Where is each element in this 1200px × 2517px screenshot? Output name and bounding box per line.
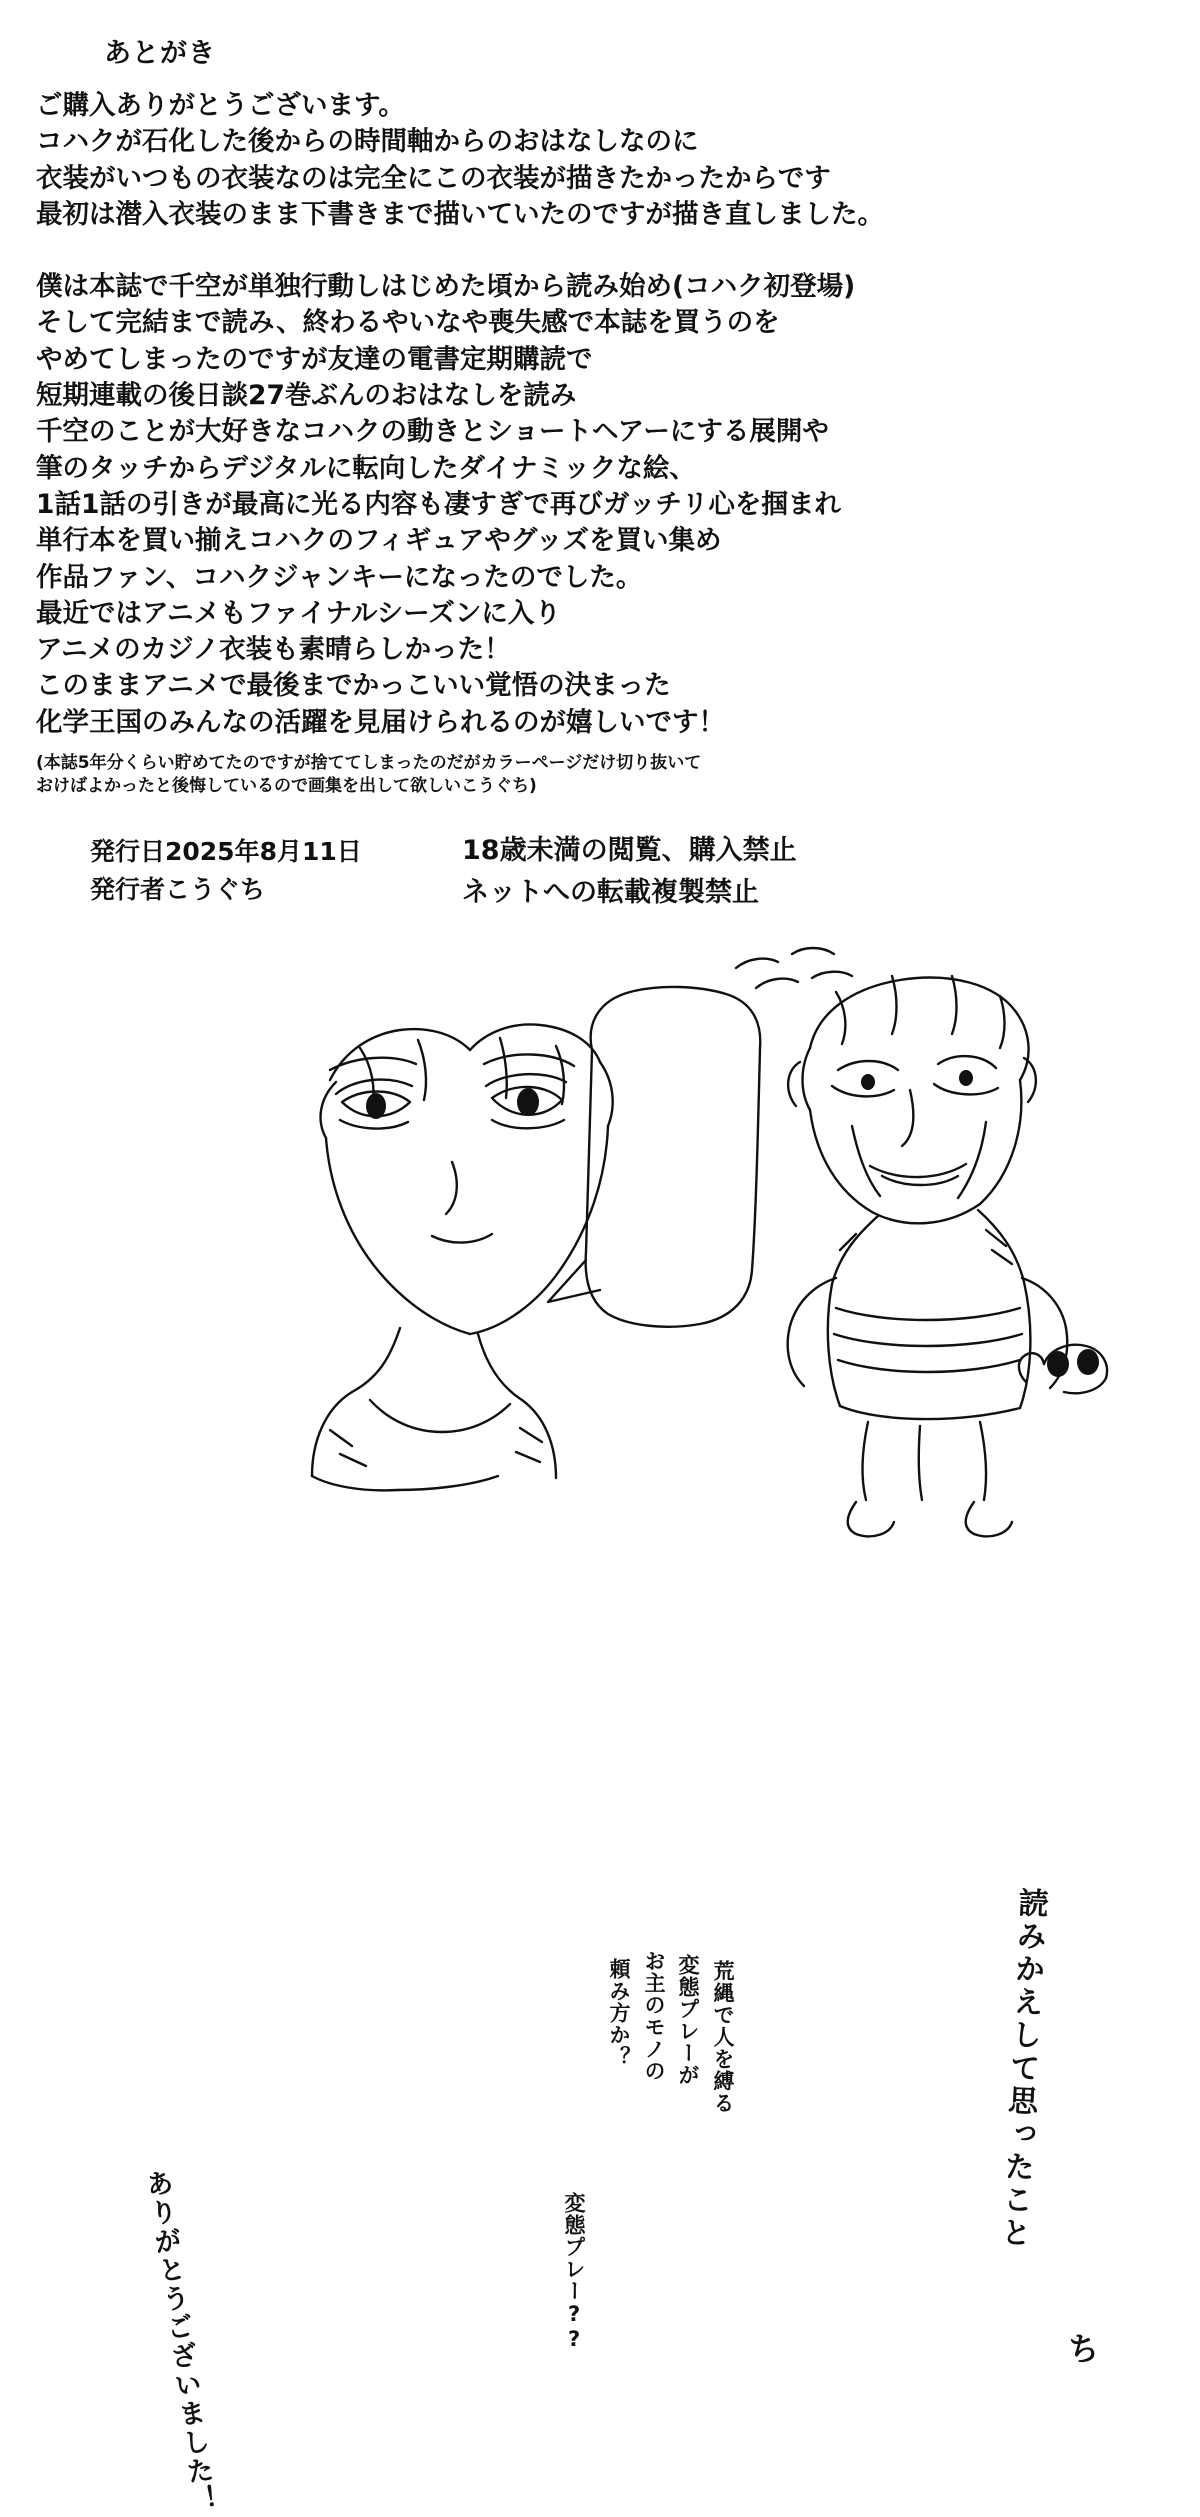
afterword-line: 作品ファン、コハクジャンキーになったのでした。 xyxy=(36,561,643,593)
afterword-line: 衣装がいつもの衣装なのは完全にこの衣装が描きたかったからです xyxy=(36,162,831,194)
sketch-artwork xyxy=(0,930,1200,1670)
afterword-note xyxy=(36,752,996,798)
page-title: あとがき xyxy=(104,38,216,69)
publication-date: 発行日2025年8月11日 xyxy=(90,837,362,866)
afterword-body xyxy=(36,88,1036,741)
right-character-sketch xyxy=(788,976,1068,1536)
handwritten-note-left: ありがとうございました！ xyxy=(139,2167,219,2517)
afterword-line: 最近ではアニメもファイナルシーズンに入り xyxy=(36,597,561,629)
publisher-name: 発行者こうぐち xyxy=(90,874,266,904)
bubble-line-4: 頼み方か？ xyxy=(607,1958,632,2068)
handwritten-note-right: 読みかえして思ったこと xyxy=(994,1886,1049,2251)
afterword-line: 筆のタッチからデジタルに転向したダイナミックな絵、 xyxy=(36,452,696,484)
bubble-line-2: 変態プレーが xyxy=(676,1954,701,2086)
handwritten-signature: ち xyxy=(1062,2332,1101,2364)
afterword-line: 最初は潜入衣装のまま下書きまで描いていたのですが描き直しました。 xyxy=(36,198,884,230)
note-line: おけばよかったと後悔しているので画集を出して欲しいこうぐち) xyxy=(36,775,537,796)
afterword-line: そして完結まで読み、終わるやいなや喪失感で本誌を買うのを xyxy=(36,307,780,339)
afterword-line: 単行本を買い揃えコハクのフィギュアやグッズを買い集め xyxy=(36,525,722,557)
paragraph-spacer xyxy=(36,233,1036,269)
note-line: (本誌5年分くらい貯めてたのですが捨ててしまったのだがカラーページだけ切り抜いて xyxy=(36,753,702,773)
afterword-line: 僕は本誌で千空が単独行動しはじめた頃から読み始め(コハク初登場) xyxy=(36,271,856,303)
warning-line-repost: ネットへの転載複製禁止 xyxy=(462,876,759,908)
afterword-line: やめてしまったのですが友達の電書定期購読で xyxy=(36,343,593,375)
afterword-line: アニメのカジノ衣装も素晴らしかった！ xyxy=(36,634,511,666)
mutter-text: 変態プレー?? xyxy=(562,2192,587,2352)
afterword-line: 短期連載の後日談27巻ぶんのおはなしを読み xyxy=(36,380,577,412)
afterword-line: このままアニメで最後までかっこいい覚悟の決まった xyxy=(36,670,671,702)
afterword-line: 千空のことが大好きなコハクの動きとショートヘアーにする展開や xyxy=(36,416,829,448)
motion-marks xyxy=(736,948,852,988)
doodle-face xyxy=(1019,1345,1107,1393)
afterword-line: 化学王国のみんなの活躍を見届けられるのが嬉しいです！ xyxy=(36,706,725,738)
colophon xyxy=(90,833,362,908)
afterword-line: 1話1話の引きが最高に光る内容も凄すぎで再びガッチリ心を掴まれ xyxy=(36,488,841,520)
afterword-line: ご購入ありがとうございます。 xyxy=(36,90,405,121)
warning-line-age: 18歳未満の閲覧、購入禁止 xyxy=(462,835,797,866)
afterword-illustration xyxy=(0,930,1200,2517)
afterword-line: コハクが石化した後からの時間軸からのおはなしなのに xyxy=(36,126,699,158)
bubble-line-1: 荒縄で人を縛る xyxy=(711,1960,736,2114)
left-character-sketch xyxy=(312,1024,613,1490)
age-restriction-warning xyxy=(462,830,797,914)
bubble-line-3: お主のモノの xyxy=(642,1950,667,2082)
